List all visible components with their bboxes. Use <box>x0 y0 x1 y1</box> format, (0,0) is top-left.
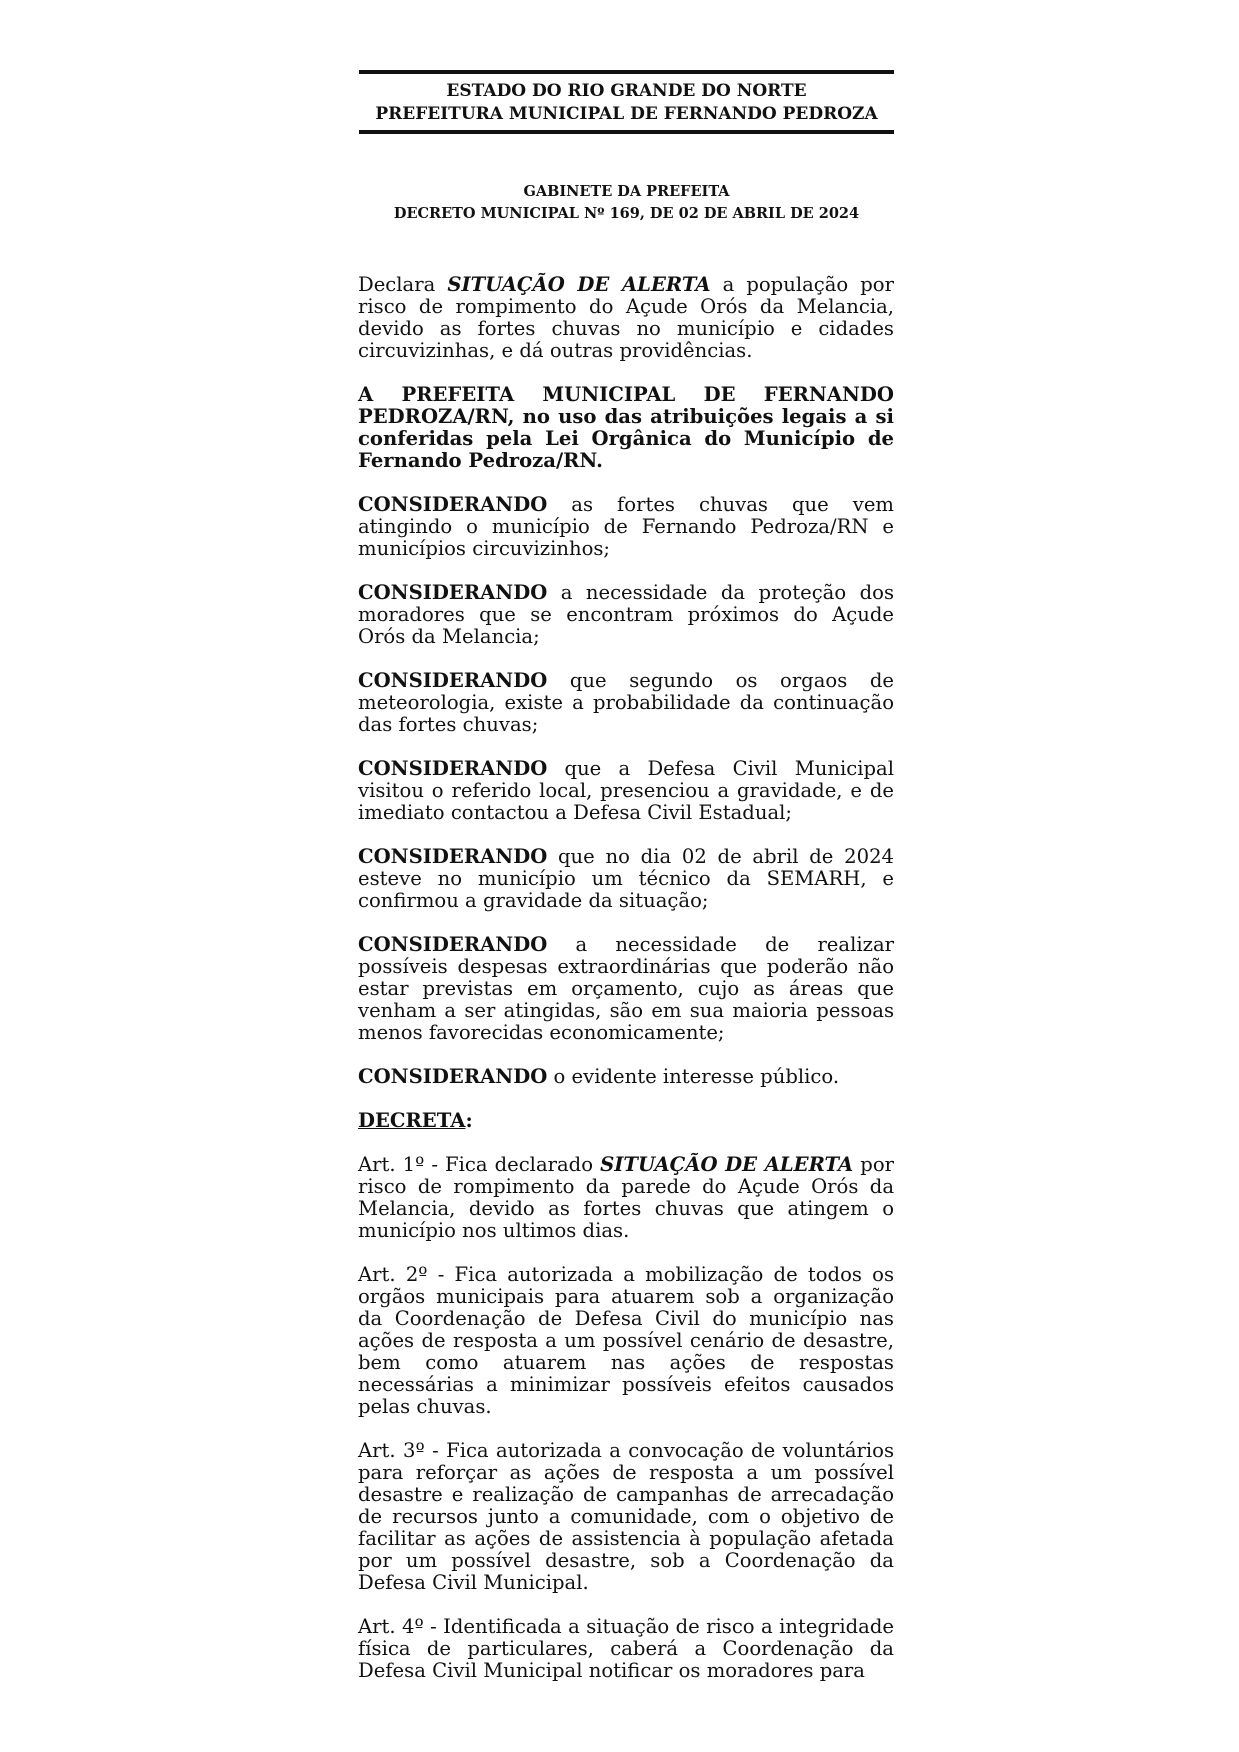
article-2: Art. 2º - Fica autorizada a mobilização de todos os orgãos municipais para atuarem sob a organização da Coordenação de Defesa Civil do município nas ações de resposta a um possível cenário de desastre, bem como atuarem nas ações de respostas necessárias a minimizar possíveis efeitos causados pelas chuvas. <box>358 1263 894 1418</box>
bottom-rule <box>359 130 894 134</box>
considerando-label: CONSIDERANDO <box>358 581 548 604</box>
considerando-label: CONSIDERANDO <box>358 757 548 780</box>
article-1 <box>358 1154 894 1242</box>
considerando-label: CONSIDERANDO <box>358 845 548 868</box>
considerando-7 <box>358 1066 894 1088</box>
considerando-text: as fortes chuvas que vem atingindo o município de Fernando Pedroza/RN e municípios circuvizinhos; <box>358 493 894 560</box>
considerando-label: CONSIDERANDO <box>358 669 548 692</box>
letterhead-text <box>359 74 894 130</box>
considerando-label: CONSIDERANDO <box>358 493 548 516</box>
summary-lead: Declara <box>358 273 448 296</box>
considerando-5 <box>358 846 894 912</box>
considerando-4 <box>358 758 894 824</box>
considerando-1 <box>358 494 894 560</box>
decreta-colon: : <box>465 1109 473 1132</box>
article-1-rest: por risco de rompimento da parede do Açude Orós da Melancia, devido as fortes chuvas que atingem o município nos ultimos dias. <box>358 1153 895 1242</box>
summary-rest: a população por risco de rompimento do Açude Orós da Melancia, devido as fortes chuvas no município e cidades circuvizinhas, e dá outras providências. <box>358 273 894 362</box>
decreta-heading <box>358 1110 894 1132</box>
considerando-text: a necessidade da proteção dos moradores que se encontram próximos do Açude Orós da Melancia; <box>358 581 894 648</box>
summary-emphasis: SITUAÇÃO DE ALERTA <box>447 273 711 296</box>
article-4: Art. 4º - Identificada a situação de risco a integridade física de particulares, caberá a Coordenação da Defesa Civil Municipal notificar os moradores para <box>358 1615 894 1682</box>
article-1-lead: Art. 1º - Fica declarado <box>358 1153 601 1176</box>
decree-title: DECRETO MUNICIPAL Nº 169, DE 02 DE ABRIL DE 2024 <box>393 205 860 222</box>
preamble-paragraph: A PREFEITA MUNICIPAL DE FERNANDO PEDROZA/RN, no uso das atribuições legais a si conferidas pela Lei Orgânica do Município de Fernando Pedroza/RN. <box>358 383 894 472</box>
considerando-label: CONSIDERANDO <box>358 1065 548 1088</box>
decree-heading <box>359 181 894 225</box>
considerando-6 <box>358 934 894 1044</box>
considerando-label: CONSIDERANDO <box>358 933 548 956</box>
decreta-word: DECRETA <box>358 1109 466 1132</box>
considerando-2 <box>358 582 894 648</box>
considerando-text: que no dia 02 de abril de 2024 esteve no município um técnico da SEMARH, e confirmou a gravidade da situação; <box>358 845 894 912</box>
considerando-text: a necessidade de realizar possíveis despesas extraordinárias que poderão não estar previstas em orçamento, cujo as áreas que venham a ser atingidas, são em sua maioria pessoas menos favorecidas economicamente; <box>358 933 894 1044</box>
letterhead <box>359 70 894 134</box>
summary-paragraph <box>358 274 894 362</box>
considerando-text: o evidente interesse público. <box>547 1065 840 1088</box>
article-3: Art. 3º - Fica autorizada a convocação de voluntários para reforçar as ações de resposta a um possível desastre e realização de campanhas de arrecadação de recursos junto a comunidade, com o objetivo de facilitar as ações de assistencia à população afetada por um possível desastre, sob a Coordenação da Defesa Civil Municipal. <box>358 1439 894 1594</box>
considerando-text: que segundo os orgaos de meteorologia, existe a probabilidade da continuação das fortes chuvas; <box>358 669 894 736</box>
municipality-name: PREFEITURA MUNICIPAL DE FERNANDO PEDROZA <box>375 104 878 124</box>
considerando-text: que a Defesa Civil Municipal visitou o referido local, presenciou a gravidade, e de imediato contactou a Defesa Civil Estadual; <box>358 757 894 824</box>
decree-body <box>358 274 894 1682</box>
office-name: GABINETE DA PREFEITA <box>523 183 730 200</box>
article-1-emphasis: SITUAÇÃO DE ALERTA <box>600 1153 854 1176</box>
considerando-3 <box>358 670 894 736</box>
state-name: ESTADO DO RIO GRANDE DO NORTE <box>446 81 807 101</box>
